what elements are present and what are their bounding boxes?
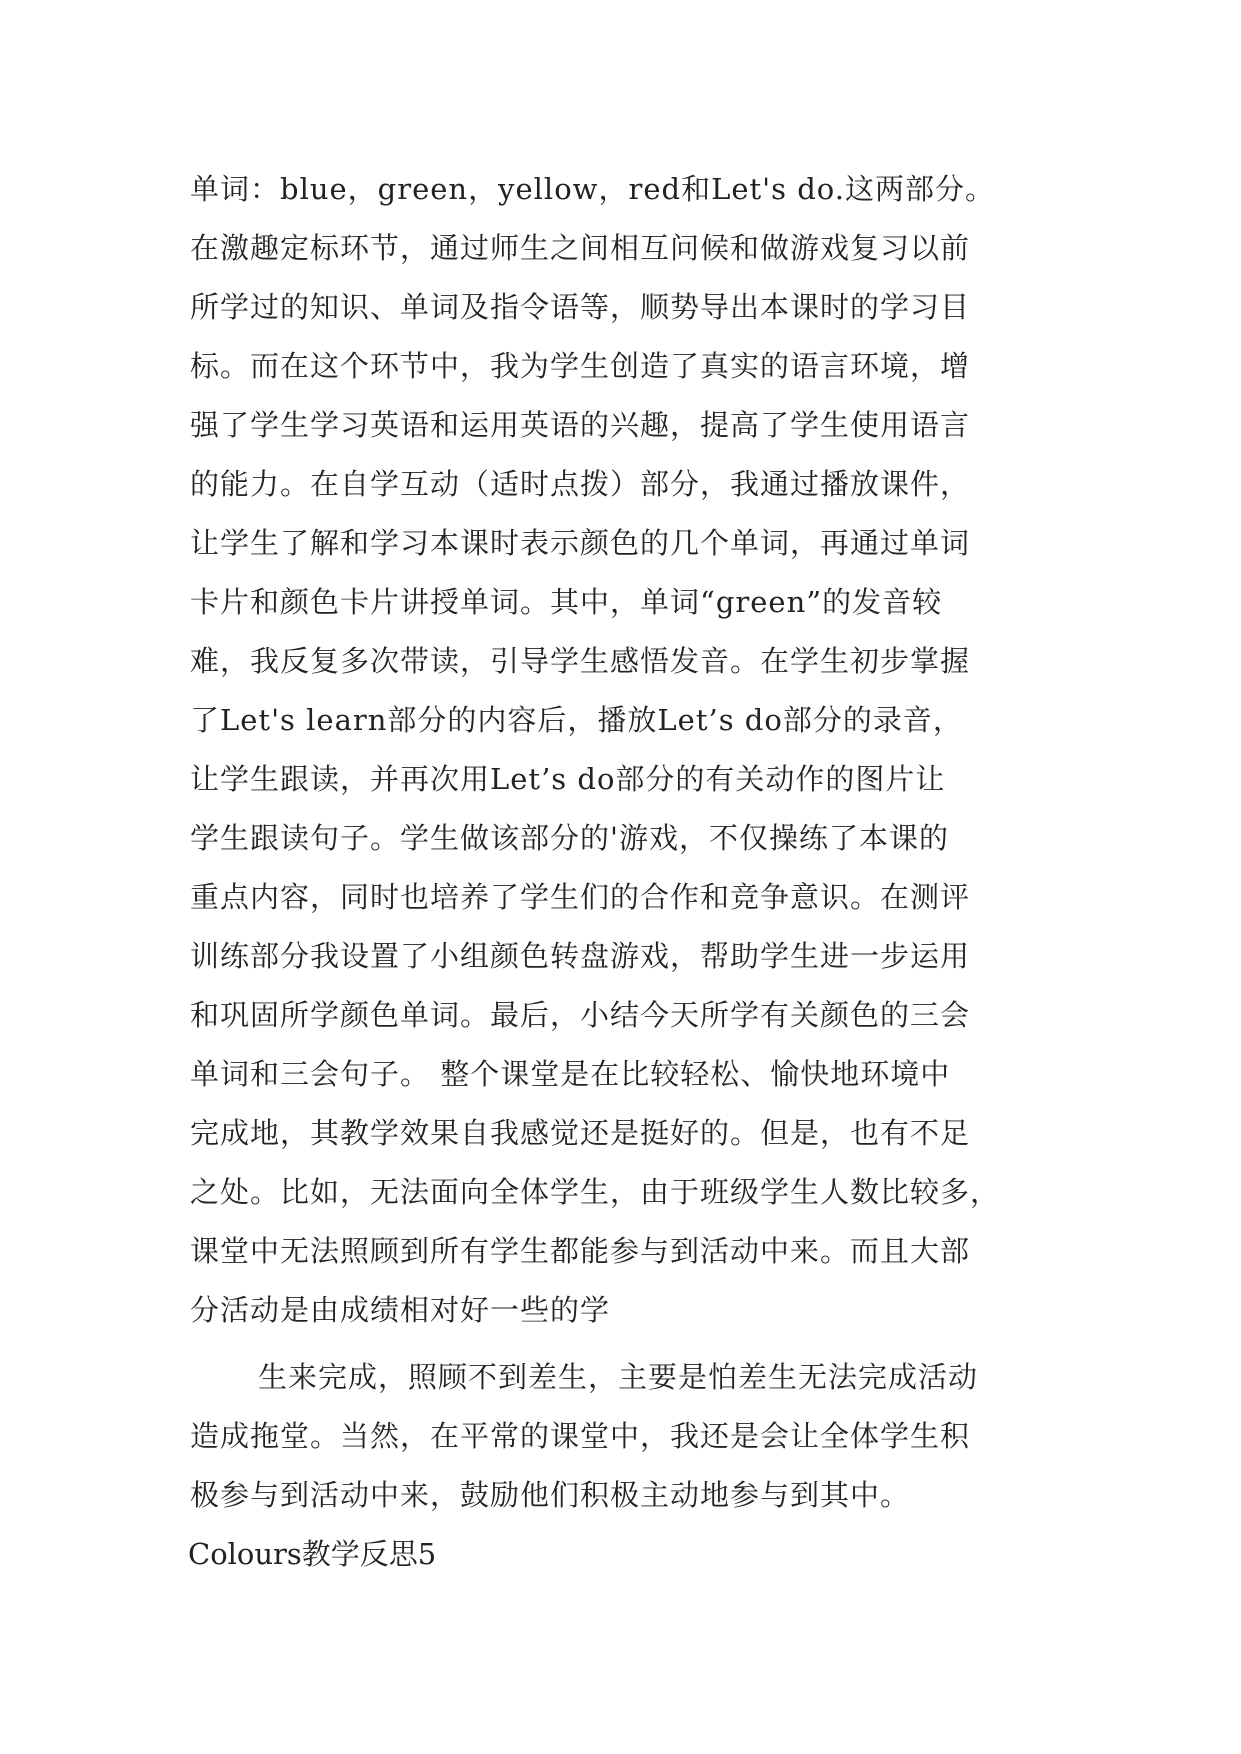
text-line: 生来完成，照顾不到差生，主要是怕差生无法完成活动 — [258, 1360, 979, 1394]
text-line: 标。而在这个环节中，我为学生创造了真实的语言环境，增 — [190, 349, 971, 383]
text-line: 难，我反复多次带读，引导学生感悟发音。在学生初步掌握 — [190, 644, 971, 678]
text-line: 分活动是由成绩相对好一些的学 — [190, 1293, 611, 1327]
text-line: 强了学生学习英语和运用英语的兴趣，提高了学生使用语言 — [190, 408, 971, 442]
text-line: 让学生跟读，并再次用Let’s do部分的有关动作的图片让 — [190, 762, 946, 796]
text-line: 单词和三会句子。 整个课堂是在比较轻松、愉快地环境中 — [190, 1057, 951, 1091]
text-line: 造成拖堂。当然，在平常的课堂中，我还是会让全体学生积 — [190, 1419, 971, 1453]
text-line: 的能力。在自学互动（适时点拨）部分，我通过播放课件， — [190, 467, 971, 501]
text-line: 和巩固所学颜色单词。最后，小结今天所学有关颜色的三会 — [190, 998, 971, 1032]
text-line: 所学过的知识、单词及指令语等，顺势导出本课时的学习目 — [190, 290, 971, 324]
text-line: 完成地，其教学效果自我感觉还是挺好的。但是，也有不足 — [190, 1116, 971, 1150]
text-line: 让学生了解和学习本课时表示颜色的几个单词，再通过单词 — [190, 526, 971, 560]
text-line: 极参与到活动中来，鼓励他们积极主动地参与到其中。 — [190, 1478, 911, 1512]
paragraph-gap — [190, 1340, 1090, 1348]
text-line: 卡片和颜色卡片讲授单词。其中，单词“green”的发音较 — [190, 585, 943, 619]
text-line: 单词：blue，green，yellow，red和Let's do.这两部分。 — [190, 172, 995, 206]
text-line: 训练部分我设置了小组颜色转盘游戏，帮助学生进一步运用 — [190, 939, 971, 973]
text-line: 在激趣定标环节，通过师生之间相互问候和做游戏复习以前 — [190, 231, 971, 265]
text-line: 了Let's learn部分的内容后，播放Let’s do部分的录音， — [190, 703, 963, 737]
document-body — [190, 160, 1090, 1584]
text-line: 之处。比如，无法面向全体学生，由于班级学生人数比较多， — [190, 1175, 1001, 1209]
text-line: 重点内容，同时也培养了学生们的合作和竞争意识。在测评 — [190, 880, 971, 914]
text-line: 课堂中无法照顾到所有学生都能参与到活动中来。而且大部 — [190, 1234, 971, 1268]
text-line: 学生跟读句子。学生做该部分的'游戏，不仅操练了本课的 — [190, 821, 949, 855]
section-heading: Colours教学反思5 — [188, 1537, 437, 1571]
